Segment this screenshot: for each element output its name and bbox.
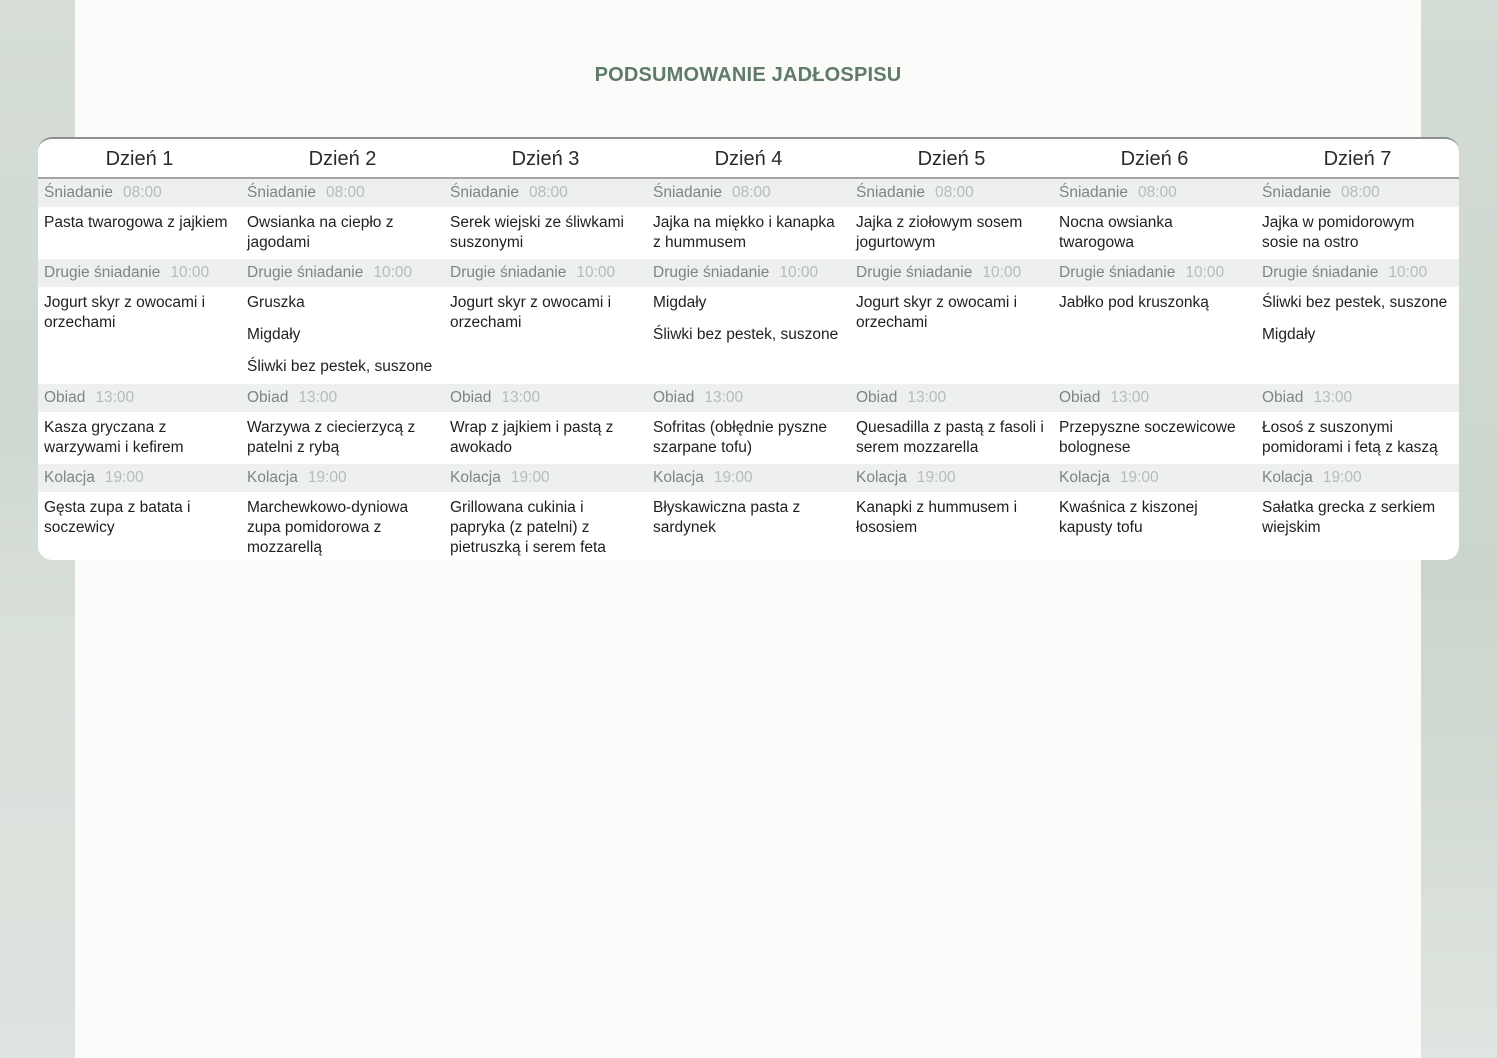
meal-cell (241, 287, 444, 384)
meal-label-bar (241, 179, 444, 207)
dish-item: Przepyszne soczewicowe bolognese (1059, 419, 1236, 456)
meal-cell (1053, 492, 1256, 560)
meal-time: 10:00 (170, 264, 210, 281)
meal-label-bar (850, 259, 1053, 287)
meal-cell (1256, 492, 1459, 560)
meal-cell (444, 207, 647, 259)
dish-item: Jajka na miękko i kanapka z hummusem (653, 214, 835, 251)
meal-cell (1256, 287, 1459, 384)
dish-item: Jabłko pod kruszonką (1059, 294, 1209, 311)
dish-item: Śliwki bez pestek, suszone (1262, 294, 1448, 311)
meal-cell (1053, 207, 1256, 259)
meal-label-bar (1256, 259, 1459, 287)
meal-cell (444, 492, 647, 560)
meal-name: Drugie śniadanie (1059, 264, 1176, 281)
dish-item: Sofritas (obłędnie pyszne szarpane tofu) (653, 419, 828, 456)
meal-time: 13:00 (1313, 389, 1353, 406)
meal-cell (1256, 412, 1459, 464)
meal-cell (444, 287, 647, 384)
meal-label-bar (38, 179, 241, 207)
meal-time: 10:00 (982, 264, 1022, 281)
meal-name: Obiad (1262, 389, 1304, 406)
meal-name: Kolacja (1059, 469, 1110, 486)
dish-item: Warzywa z ciecierzycą z patelni z rybą (247, 419, 416, 456)
meal-cell (647, 492, 850, 560)
meal-name: Obiad (247, 389, 289, 406)
meal-time: 19:00 (916, 469, 956, 486)
meal-label-bar (647, 179, 850, 207)
meal-name: Śniadanie (856, 184, 925, 201)
meal-cell (241, 412, 444, 464)
meal-cell (241, 207, 444, 259)
meal-cell (1256, 207, 1459, 259)
dish-item: Jogurt skyr z owocami i orzechami (450, 294, 612, 331)
meal-plan-grid (38, 139, 1459, 560)
meal-cell (850, 492, 1053, 560)
meal-label-bar (1053, 259, 1256, 287)
meal-cell (444, 412, 647, 464)
dish-item: Quesadilla z pastą z fasoli i serem mozzarella (856, 419, 1044, 456)
dish-item: Jajka w pomidorowym sosie na ostro (1262, 214, 1415, 251)
meal-label-bar (38, 464, 241, 492)
dish-item: Pasta twarogowa z jajkiem (44, 214, 228, 231)
meal-label-bar (444, 384, 647, 412)
meal-name: Śniadanie (44, 184, 113, 201)
meal-name: Drugie śniadanie (44, 264, 161, 281)
meal-time: 08:00 (934, 184, 974, 201)
meal-label-bar (850, 384, 1053, 412)
dish-item: Migdały (1262, 326, 1316, 343)
meal-time: 08:00 (325, 184, 365, 201)
meal-label-bar (444, 464, 647, 492)
day-header: Dzień 5 (850, 139, 1053, 179)
meal-label-bar (38, 259, 241, 287)
meal-plan-table (38, 137, 1459, 560)
meal-name: Drugie śniadanie (450, 264, 567, 281)
day-header: Dzień 6 (1053, 139, 1256, 179)
meal-time: 08:00 (731, 184, 771, 201)
meal-time: 13:00 (907, 389, 947, 406)
meal-cell (38, 207, 241, 259)
meal-label-bar (444, 259, 647, 287)
dish-item: Kwaśnica z kiszonej kapusty tofu (1059, 499, 1198, 536)
meal-name: Drugie śniadanie (1262, 264, 1379, 281)
day-header: Dzień 1 (38, 139, 241, 179)
meal-cell (850, 207, 1053, 259)
meal-cell (38, 412, 241, 464)
dish-item: Kasza gryczana z warzywami i kefirem (44, 419, 184, 456)
meal-cell (850, 287, 1053, 384)
meal-time: 13:00 (704, 389, 744, 406)
meal-cell (38, 492, 241, 560)
meal-time: 19:00 (104, 469, 144, 486)
day-header: Dzień 2 (241, 139, 444, 179)
meal-name: Obiad (856, 389, 898, 406)
meal-label-bar (850, 464, 1053, 492)
dish-item: Sałatka grecka z serkiem wiejskim (1262, 499, 1436, 536)
meal-cell (647, 412, 850, 464)
dish-item: Migdały (653, 294, 707, 311)
meal-name: Śniadanie (653, 184, 722, 201)
meal-label-bar (1053, 179, 1256, 207)
dish-item: Gęsta zupa z batata i soczewicy (44, 499, 191, 536)
meal-label-bar (38, 384, 241, 412)
meal-time: 13:00 (501, 389, 541, 406)
meal-name: Śniadanie (1059, 184, 1128, 201)
meal-time: 13:00 (298, 389, 338, 406)
meal-time: 10:00 (576, 264, 616, 281)
meal-name: Drugie śniadanie (247, 264, 364, 281)
dish-item: Migdały (247, 326, 301, 343)
meal-label-bar (647, 259, 850, 287)
dish-item: Jogurt skyr z owocami i orzechami (856, 294, 1018, 331)
meal-name: Kolacja (1262, 469, 1313, 486)
day-header: Dzień 7 (1256, 139, 1459, 179)
meal-time: 19:00 (713, 469, 753, 486)
meal-label-bar (647, 464, 850, 492)
dish-item: Jogurt skyr z owocami i orzechami (44, 294, 206, 331)
meal-time: 08:00 (528, 184, 568, 201)
meal-cell (850, 412, 1053, 464)
dish-item: Serek wiejski ze śliwkami suszonymi (450, 214, 624, 251)
meal-name: Kolacja (450, 469, 501, 486)
meal-label-bar (1053, 464, 1256, 492)
meal-name: Obiad (1059, 389, 1101, 406)
meal-name: Obiad (44, 389, 86, 406)
meal-name: Obiad (653, 389, 695, 406)
dish-item: Grillowana cukinia i papryka (z patelni) z pietruszką i serem feta (450, 499, 606, 556)
meal-label-bar (241, 259, 444, 287)
meal-label-bar (1256, 179, 1459, 207)
dish-item: Błyskawiczna pasta z sardynek (653, 499, 801, 536)
meal-name: Kolacja (247, 469, 298, 486)
meal-cell (647, 207, 850, 259)
meal-label-bar (850, 179, 1053, 207)
meal-time: 13:00 (95, 389, 135, 406)
page-title: PODSUMOWANIE JADŁOSPISU (594, 64, 902, 86)
dish-item: Jajka z ziołowym sosem jogurtowym (856, 214, 1023, 251)
meal-cell (241, 492, 444, 560)
meal-time: 19:00 (307, 469, 347, 486)
meal-name: Drugie śniadanie (653, 264, 770, 281)
meal-time: 10:00 (1185, 264, 1225, 281)
meal-time: 10:00 (779, 264, 819, 281)
meal-time: 19:00 (1119, 469, 1159, 486)
dish-item: Gruszka (247, 294, 305, 311)
meal-cell (38, 287, 241, 384)
meal-time: 19:00 (1322, 469, 1362, 486)
meal-time: 08:00 (1137, 184, 1177, 201)
meal-name: Kolacja (653, 469, 704, 486)
meal-name: Śniadanie (450, 184, 519, 201)
meal-label-bar (1053, 384, 1256, 412)
dish-item: Marchewkowo-dyniowa zupa pomidorowa z mozzarellą (247, 499, 409, 556)
meal-label-bar (241, 384, 444, 412)
meal-name: Kolacja (44, 469, 95, 486)
meal-label-bar (647, 384, 850, 412)
meal-name: Śniadanie (1262, 184, 1331, 201)
dish-item: Łosoś z suszonymi pomidorami i fetą z kaszą (1262, 419, 1438, 456)
meal-time: 08:00 (1340, 184, 1380, 201)
meal-label-bar (241, 464, 444, 492)
meal-name: Obiad (450, 389, 492, 406)
meal-name: Śniadanie (247, 184, 316, 201)
day-header: Dzień 3 (444, 139, 647, 179)
day-header: Dzień 4 (647, 139, 850, 179)
meal-time: 19:00 (510, 469, 550, 486)
meal-label-bar (1256, 464, 1459, 492)
meal-time: 08:00 (122, 184, 162, 201)
dish-item: Nocna owsianka twarogowa (1059, 214, 1173, 251)
meal-name: Kolacja (856, 469, 907, 486)
meal-time: 10:00 (1388, 264, 1428, 281)
dish-item: Kanapki z hummusem i łososiem (856, 499, 1018, 536)
dish-item: Owsianka na ciepło z jagodami (247, 214, 394, 251)
meal-name: Drugie śniadanie (856, 264, 973, 281)
meal-label-bar (1256, 384, 1459, 412)
dish-item: Wrap z jajkiem i pastą z awokado (450, 419, 614, 456)
meal-label-bar (444, 179, 647, 207)
meal-cell (647, 287, 850, 384)
meal-cell (1053, 287, 1256, 384)
meal-cell (1053, 412, 1256, 464)
dish-item: Śliwki bez pestek, suszone (653, 326, 839, 343)
meal-time: 10:00 (373, 264, 413, 281)
dish-item: Śliwki bez pestek, suszone (247, 358, 433, 375)
meal-time: 13:00 (1110, 389, 1150, 406)
